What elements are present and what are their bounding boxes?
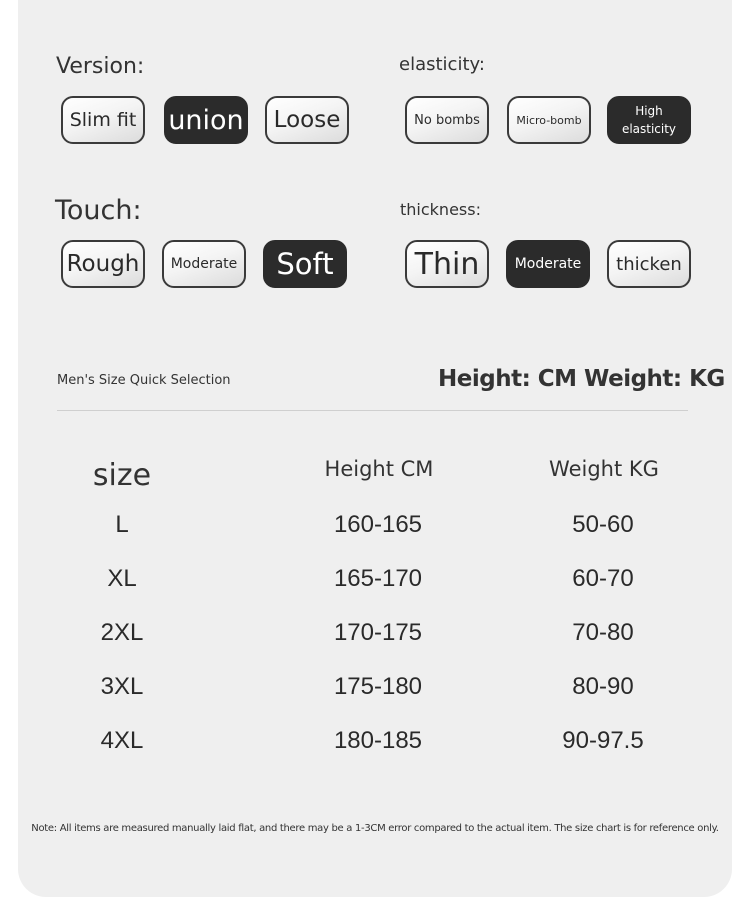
size-chart-units: Height: CM Weight: KG: [438, 366, 725, 392]
version-option-union[interactable]: [164, 96, 248, 144]
elasticity-option-no-bombs[interactable]: [405, 96, 489, 144]
column-header-height: Height CM: [324, 457, 434, 481]
version-label: Version:: [56, 54, 145, 79]
option-label: Slim fit: [69, 109, 137, 131]
size-cell: 4XL: [100, 727, 144, 754]
height-cell: 165-170: [333, 565, 423, 592]
option-label: Thin: [414, 246, 480, 282]
option-label-line-2: elasticity: [621, 122, 677, 136]
option-label: Micro-bomb: [516, 113, 582, 127]
height-cell: 160-165: [333, 511, 423, 538]
option-label: thicken: [616, 253, 682, 275]
size-cell: 2XL: [100, 619, 144, 646]
weight-cell: 70-80: [572, 619, 634, 646]
size-cell: 3XL: [100, 673, 144, 700]
option-label: Soft: [276, 247, 334, 281]
elasticity-option-micro-bomb[interactable]: [507, 96, 591, 144]
column-header-size: size: [92, 458, 152, 493]
option-label: Rough: [66, 251, 140, 277]
height-cell: 180-185: [333, 727, 423, 754]
thickness-label: thickness:: [400, 200, 481, 219]
size-cell: L: [115, 511, 129, 538]
thickness-option-thicken[interactable]: [607, 240, 691, 288]
option-label: Moderate: [514, 256, 582, 272]
touch-option-moderate[interactable]: [162, 240, 246, 288]
weight-cell: 60-70: [572, 565, 634, 592]
elasticity-option-high-elasticity[interactable]: [607, 96, 691, 144]
option-label: Moderate: [170, 256, 238, 272]
thickness-option-moderate[interactable]: [506, 240, 590, 288]
option-label: No bombs: [414, 112, 480, 128]
divider: [57, 410, 688, 411]
version-option-loose[interactable]: [265, 96, 349, 144]
disclaimer-note: Note: All items are measured manually laid flat, and there may be a 1-3CM error compared to the actual item. The size chart is for reference only.: [31, 823, 719, 834]
option-label-line-1: High: [635, 104, 663, 118]
option-label: union: [168, 104, 244, 136]
height-cell: 175-180: [333, 673, 423, 700]
size-chart-title: Men's Size Quick Selection: [57, 373, 231, 388]
touch-option-soft[interactable]: [263, 240, 347, 288]
height-cell: 170-175: [333, 619, 423, 646]
column-header-weight: Weight KG: [549, 457, 659, 481]
thickness-option-thin[interactable]: [405, 240, 489, 288]
weight-cell: 90-97.5: [562, 727, 644, 754]
weight-cell: 80-90: [572, 673, 634, 700]
size-cell: XL: [107, 565, 137, 592]
elasticity-label: elasticity:: [399, 54, 485, 75]
version-option-slim-fit[interactable]: [61, 96, 145, 144]
touch-option-rough[interactable]: [61, 240, 145, 288]
weight-cell: 50-60: [572, 511, 634, 538]
touch-label: Touch:: [55, 195, 142, 226]
option-label: Loose: [273, 107, 341, 133]
